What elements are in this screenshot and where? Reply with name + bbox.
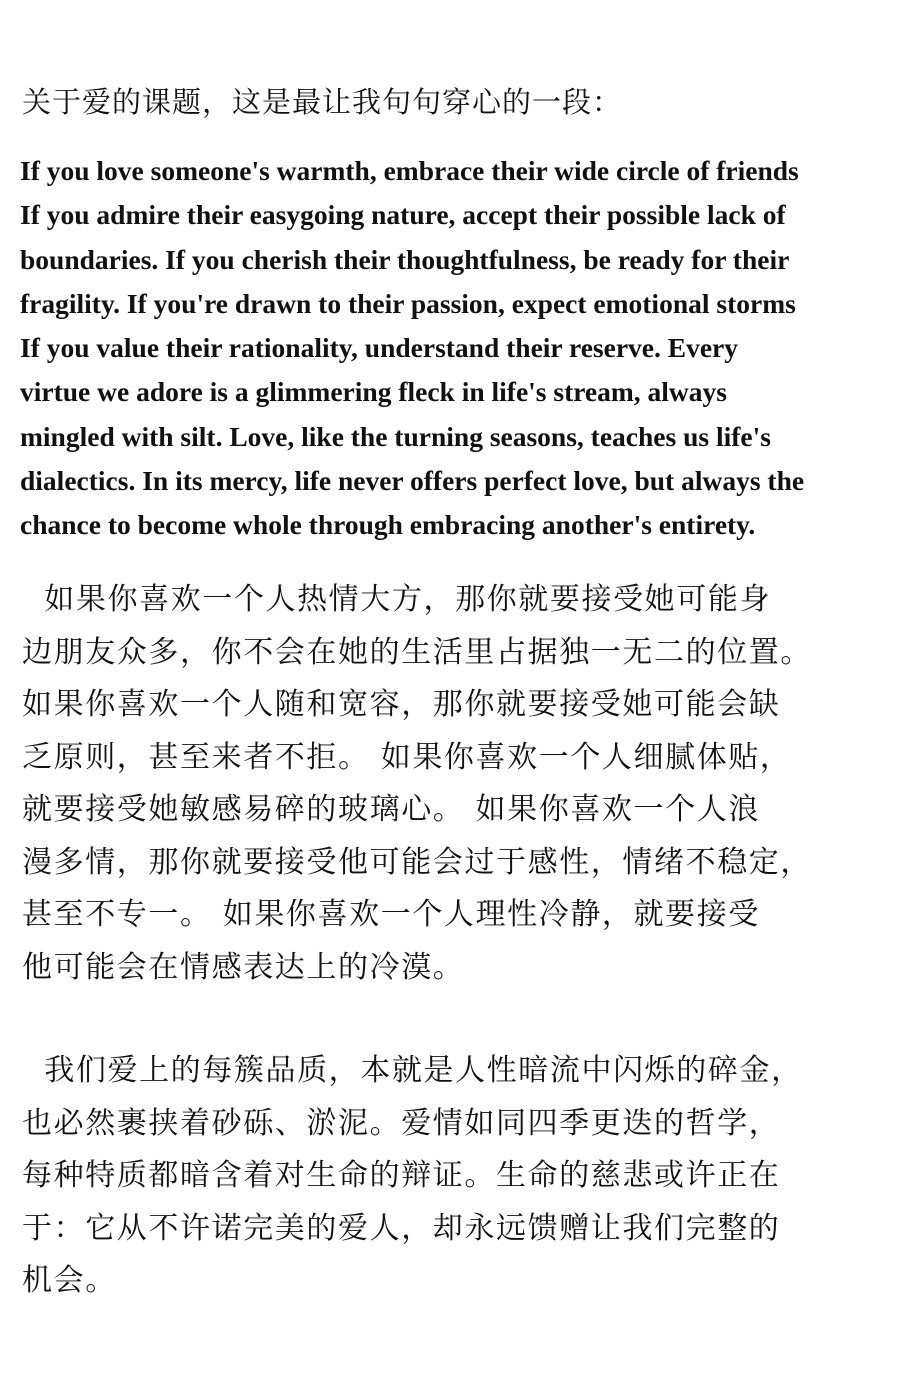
chinese-line: 我们爱上的每簇品质，本就是人性暗流中闪烁的碎金， bbox=[22, 1053, 803, 1088]
chinese-line: 漫多情，那你就要接受他可能会过于感性，情绪不稳定， bbox=[22, 844, 812, 880]
document-heading: 关于爱的课题，这是最让我句句穿心的一段： bbox=[22, 85, 623, 119]
english-line: If you admire their easygoing nature, accept their possible lack of bbox=[20, 199, 786, 231]
english-line: mingled with silt. Love, like the turning seasons, teaches us life's bbox=[20, 420, 771, 452]
chinese-line: 于：它从不许诺完美的爱人，却永远馈赠让我们完整的 bbox=[22, 1210, 781, 1246]
english-line: chance to become whole through embracing another's entirety. bbox=[20, 509, 756, 541]
chinese-line: 乏原则，甚至来者不拒。 如果你喜欢一个人细腻体贴， bbox=[22, 739, 792, 775]
chinese-line: 机会。 bbox=[22, 1263, 117, 1298]
chinese-line: 他可能会在情感表达上的冷漠。 bbox=[22, 949, 465, 985]
chinese-line: 甚至不专一。 如果你喜欢一个人理性冷静，就要接受 bbox=[22, 897, 760, 932]
chinese-line: 每种特质都暗含着对生命的辩证。生命的慈悲或许正在 bbox=[22, 1158, 781, 1193]
chinese-paragraph-2 bbox=[22, 1045, 897, 1308]
chinese-line: 边朋友众多，你不会在她的生活里占据独一无二的位置。 bbox=[22, 634, 812, 670]
english-line: If you love someone's warmth, embrace their wide circle of friends bbox=[20, 155, 799, 186]
english-line: virtue we adore is a glimmering fleck in life's stream, always bbox=[20, 376, 727, 408]
chinese-line: 如果你喜欢一个人随和宽容，那你就要接受她可能会缺 bbox=[22, 687, 781, 722]
english-paragraph bbox=[20, 149, 897, 548]
chinese-line: 如果你喜欢一个人热情大方，那你就要接受她可能身 bbox=[22, 582, 772, 617]
english-line: dialectics. In its mercy, life never offers perfect love, but always the bbox=[20, 465, 805, 497]
english-line: If you value their rationality, understand their reserve. Every bbox=[20, 332, 739, 364]
chinese-line: 就要接受她敏感易碎的玻璃心。 如果你喜欢一个人浪 bbox=[22, 792, 760, 827]
english-line: fragility. If you're drawn to their passion, expect emotional storms bbox=[20, 287, 796, 319]
chinese-line: 也必然裹挟着砂砾、淤泥。爱情如同四季更迭的哲学， bbox=[22, 1105, 781, 1141]
chinese-paragraph-1 bbox=[22, 574, 897, 994]
english-line: boundaries. If you cherish their thoughtfulness, be ready for their bbox=[20, 243, 790, 275]
